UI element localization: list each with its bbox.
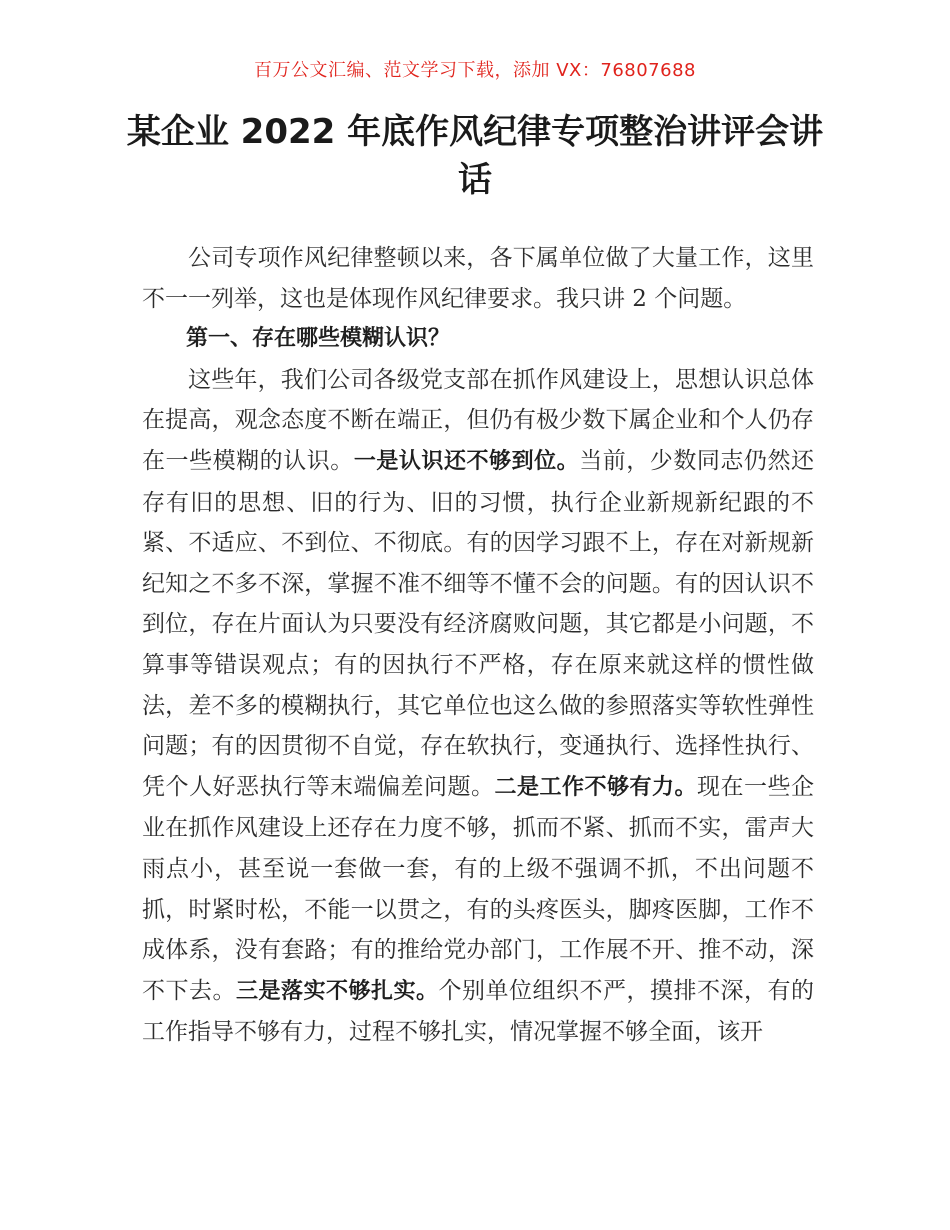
paragraph — [142, 360, 814, 1053]
point-text: 当前，少数同志仍然还存有旧的思想、旧的行为、旧的习惯，执行企业新规新纪跟的不紧、不适应、不到位、不彻底。有的因学习跟不上，存在对新规新纪知之不多不深，掌握不准不细等不懂不会的问题。有的因认识不到位，存在片面认为只要没有经济腐败问题，其它都是小问题，不算事等错误观点；有的因执行不严格，存在原来就这样的惯性做法，差不多的模糊执行，其它单位也这么做的参照落实等软性弹性问题；有的因贯彻不自觉，存在软执行，变通执行、选择性执行、凭个人好恶执行等末端偏差问题。 — [142, 447, 815, 800]
document-title: 某企业 2022 年底作风纪律专项整治讲评会讲话 — [126, 112, 824, 200]
point-text: 现在一些企业在抓作风建设上还存在力度不够，抓而不紧、抓而不实，雷声大雨点小，甚至说一套做一套，有的上级不强调不抓，不出问题不抓，时紧时松，不能一以贯之，有的头疼医头，脚疼医脚，工作不成体系，没有套路；有的推给党办部门，工作展不开、推不动，深不下去。 — [142, 773, 814, 1004]
section-heading: 第一、存在哪些模糊认识？ — [186, 326, 451, 352]
download-banner: 百万公文汇编、范文学习下载，添加 VX：76807688 — [254, 60, 696, 81]
point-label: 一是认识还不够到位。 — [353, 448, 580, 474]
paragraph: 公司专项作风纪律整顿以来，各下属单位做了大量工作，这里不一一列举，这也是体现作风纪律要求。我只讲 2 个问题。 — [142, 245, 814, 312]
point-label: 三是落实不够扎实。 — [236, 978, 439, 1004]
point-label: 二是工作不够有力。 — [494, 774, 697, 800]
document-body — [142, 238, 814, 1053]
paragraph-intro: 这些年，我们公司各级党支部在抓作风建设上，思想认识总体在提高，观念态度不断在端正，但仍有极少数下属企业和个人仍存在一些模糊的认识。 — [142, 366, 814, 474]
point-text: 个别单位组织不严，摸排不深，有的工作指导不够有力，过程不够扎实，情况掌握不够全面，该开 — [142, 977, 814, 1046]
